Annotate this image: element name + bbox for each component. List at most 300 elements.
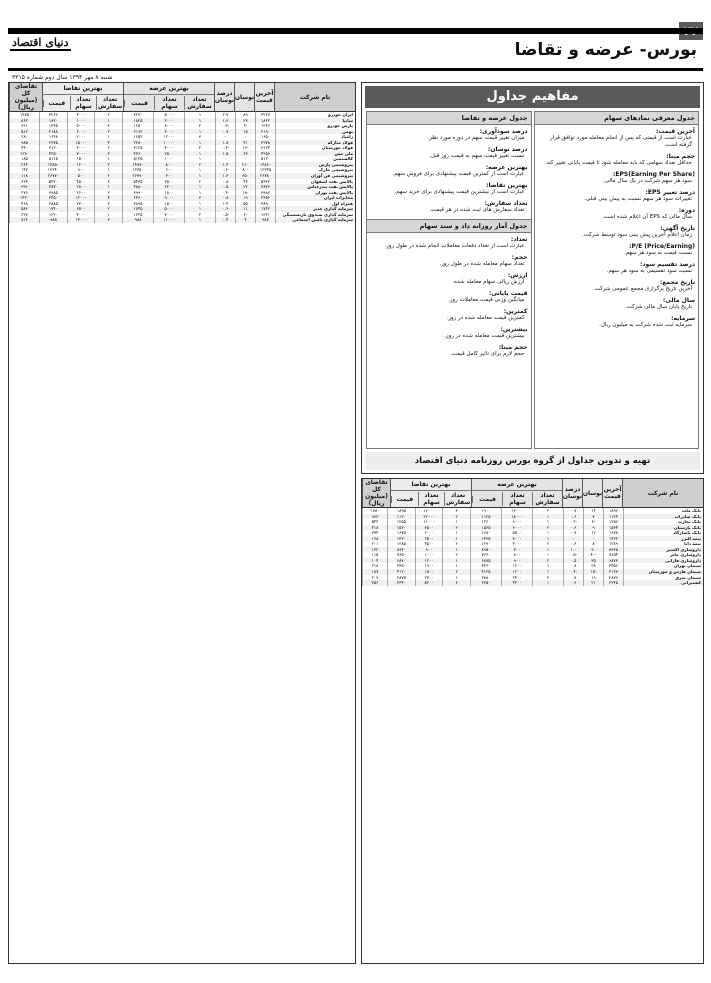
table-cell: ۹۸۵ [9, 140, 39, 146]
table-cell: ۲۶۴ [9, 162, 39, 168]
cell-company-name: داروسازی جابر [623, 552, 703, 558]
table-cell: ۲۰۱ [362, 541, 387, 547]
table-cell: ۲۱۰ [235, 162, 255, 168]
table-cell: ۸۹۴۰ [387, 547, 415, 553]
table-cell: ۰.۹ [563, 580, 583, 586]
table-cell: ۱۹ [583, 575, 603, 581]
table-cell: ۱۵۰۰ [153, 201, 184, 207]
table-cell: ۴۸۷۶ [255, 184, 275, 190]
table-cell: ۱۴۸۶۰ [255, 162, 275, 168]
cell-company-name: داروسازی اکسیر [623, 547, 703, 553]
table-cell: ۳۲۶۶ [39, 112, 67, 118]
table-cell: ۱ [532, 514, 563, 520]
table-cell: ۱ [184, 140, 215, 146]
table-cell: ۲ [94, 190, 122, 196]
concept-definition: آخرین تاریخ برگزاری مجمع عمومی شرکت. [593, 286, 692, 292]
table-cell: ۵۱۲ [9, 129, 39, 135]
table-cell: ۲۷۶ [9, 190, 39, 196]
table-cell: ۱۹۰۰ [470, 508, 501, 514]
table-cell: ۱۲۳۴۵ [255, 167, 275, 173]
cell-company-name: پالایش نفت بندرعباس [275, 184, 355, 190]
table-cell: ۱۳۲۱ [255, 212, 275, 218]
table-cell: ۹۰۰ [67, 167, 95, 173]
table-cell: ۱۴۳۰ [387, 536, 415, 542]
table-cell: ۱۲۳۰ [9, 151, 39, 157]
table-cell: -۱۸ [235, 190, 255, 196]
table-cell: ۵۰۰ [67, 173, 95, 179]
table-cell: ۱۴۳۵ [470, 536, 501, 542]
table-cell: ۳۸۹۵ [122, 201, 153, 207]
cell-company-name: زامیاد [275, 134, 355, 140]
table-cell: ۰.۵ [563, 558, 583, 564]
table-cell: ۲ [532, 525, 563, 531]
section-headline: بورس- عرضه و تقاضا [514, 40, 697, 60]
table-cell: ۸۰۰۰ [153, 123, 184, 129]
concept-term: درصد نوسان: [487, 146, 528, 153]
table-cell: -۰.۶ [215, 167, 235, 173]
table-cell: ۲ [442, 541, 470, 547]
table-cell: ۳ [442, 580, 470, 586]
concept-definition: عبارت است از قیمتی که پس از انجام معامله مورد توافق قرار گرفته است. [550, 135, 692, 148]
table-cell: ۵۲۰۰ [415, 580, 443, 586]
table-cell: ۳۴۶۰ [470, 563, 501, 569]
table-cell: ۱ [532, 569, 563, 575]
table-cell: ۲۳۴۵ [603, 580, 623, 586]
table-cell: ۲ [184, 123, 215, 129]
table-cell: ۱.۰ [563, 547, 583, 553]
cell-company-name: بانک پاسارگاد [623, 530, 703, 536]
table-cell: ۲۳۵۰ [470, 580, 501, 586]
table-cell: ۳۵۰ [235, 173, 255, 179]
table-cell: ۲۳۷۸ [255, 140, 275, 146]
table-cell: ۱۶۵۰ [255, 134, 275, 140]
table-cell: ۱۵ [235, 129, 255, 135]
table-cell: ۲۲۷ [9, 212, 39, 218]
table-cell: ۱۲۳۵۰ [122, 167, 153, 173]
concept-definition: سال مالی که EPS آن اعلام شده است. [601, 214, 692, 220]
table-cell: ۹۰۰ [415, 547, 443, 553]
concept-term: درصد تغییر EPS: [645, 189, 695, 196]
table-cell: ۴۴ [235, 179, 255, 185]
table-cell: ۳ [94, 179, 122, 185]
table-cell: ۴۸۸۰ [122, 184, 153, 190]
table-cell: ۱ [184, 184, 215, 190]
table-cell: ۱ [442, 547, 470, 553]
table-cell: ۲ [94, 206, 122, 212]
cell-company-name: سیمان شرق [623, 575, 703, 581]
table-cell: ۳ [94, 217, 122, 223]
table-cell: ۱ [184, 151, 215, 157]
table-cell: ۲۶۷۷۰ [39, 173, 67, 179]
concept-term: حجم: [511, 254, 528, 261]
table-cell: ۱۳۲۰ [39, 212, 67, 218]
table-cell: ۰ [235, 134, 255, 140]
table-cell: ۲۶۷۹۰ [122, 173, 153, 179]
table-cell: ۸۹ [235, 112, 255, 118]
table-cell: ۱.۳ [215, 118, 235, 124]
cell-company-name: بانک ملت [623, 508, 703, 514]
table-cell: ۱۱۲۰ [387, 514, 415, 520]
cell-company-name: پالایش نفت تهران [275, 190, 355, 196]
concept-definition: عبارت است از بیشترین قیمت پیشنهادی برای خرید سهم. [394, 189, 525, 195]
table-cell: ۱۵۳۰ [387, 525, 415, 531]
concept-definition: کمترین قیمت معامله شده در روز. [446, 315, 525, 321]
table-cell: ۱۴۸۷۰ [122, 162, 153, 168]
table-cell: ۱ [184, 112, 215, 118]
concepts-box [361, 82, 704, 474]
concept-definition: میانگین وزنی قیمت معاملات روز. [448, 297, 525, 303]
table-cell: ۲۸۷۶ [603, 575, 623, 581]
table-cell: ۸۰۰ [153, 162, 184, 168]
table-cell: ۱۷۴۲ [255, 206, 275, 212]
table-cell: ۵۱۱۵ [39, 156, 67, 162]
table-cell: ۱۸۹۶ [603, 508, 623, 514]
table-cell: ۴۴۰۰ [501, 580, 532, 586]
table-cell: ۱۰۰۰۰ [153, 140, 184, 146]
table-cell: ۱۶۷۵ [387, 530, 415, 536]
table-cell: ۰ [215, 134, 235, 140]
table-cell: ۳۹۹۰ [122, 190, 153, 196]
table-cell: ۲۸۷۵ [387, 575, 415, 581]
table-cell: ۳۲۷۰ [122, 112, 153, 118]
table-cell: ۰.۶ [563, 514, 583, 520]
table-cell: -۰.۴ [563, 569, 583, 575]
table-cell: ۲ [94, 145, 122, 151]
table-cell: ۳۴۵۰ [387, 563, 415, 569]
table-cell: ۲۷۰۰ [415, 575, 443, 581]
concept-definition: سرمایه ثبت شده شرکت به میلیون ریال. [599, 322, 692, 328]
table-cell: ۱۷۸۰ [362, 508, 387, 514]
table-cell: ۲ [442, 514, 470, 520]
table-cell: ۹۸۷ [255, 217, 275, 223]
table-cell: ۱ [532, 563, 563, 569]
table-cell: ۱۲۸۹ [603, 541, 623, 547]
table-cell: ۱۲۴۶ [255, 123, 275, 129]
concept-term: قیمت پایانی: [488, 290, 528, 297]
table-cell: ۷۰۰۰ [153, 212, 184, 218]
table-cell: ۲۳۴۰ [387, 580, 415, 586]
table-cell: ۴۲۵۰ [39, 151, 67, 157]
concept-definition: زمان اعلام آخرین پیش بینی سود توسط شرکت. [582, 232, 692, 238]
table-cell: ۳ [94, 123, 122, 129]
concepts-title: مفاهیم جداول [365, 86, 700, 108]
table-cell: ۲۸ [583, 563, 603, 569]
cell-company-name: بانک پارسیان [623, 525, 703, 531]
concept-term: تعداد سفارش: [484, 200, 528, 207]
table-cell: ۱۰۰۰ [67, 118, 95, 124]
cell-company-name: پالایش نفت اصفهان [275, 179, 355, 185]
table-cell: -۳ [583, 519, 603, 525]
table-cell: -۰.۵ [563, 552, 583, 558]
table-cell: ۱۵۳۵ [470, 525, 501, 531]
table-cell: ۱.۴ [215, 162, 235, 168]
table-cell: ۱۶۷۸ [603, 530, 623, 536]
header-last-price: آخرین قیمت [254, 83, 274, 111]
table-cell: ۴۱۲۵ [470, 569, 501, 575]
table-row [362, 580, 703, 586]
table-cell: ۱ [184, 173, 215, 179]
table-cell: ۵۰۰۰ [153, 112, 184, 118]
header-change-pct: درصد نوسان [562, 479, 582, 507]
table-cell: -۰.۴ [215, 190, 235, 196]
cell-company-name: فولاد مبارکه [275, 140, 355, 146]
table-cell: -۸۰ [235, 167, 255, 173]
table-cell: ۱۴۲ [9, 167, 39, 173]
table-cell: ۱.۸ [215, 140, 235, 146]
table-cell: ۲ [94, 162, 122, 168]
table-cell: ۷۶۶۰ [470, 552, 501, 558]
table-cell: ۲ [442, 525, 470, 531]
table-cell: ۳۲۱ [9, 123, 39, 129]
concept-definition: نسبت سود تقسیمی به سود هر سهم. [606, 268, 692, 274]
table-cell: ۱۱ [235, 206, 255, 212]
table-cell: ۹۶۳ [362, 514, 387, 520]
table-cell: ۰ [583, 536, 603, 542]
table-cell: ۶۰۰۰ [415, 530, 443, 536]
table-cell: ۱۵۳۴ [603, 525, 623, 531]
table-cell: ۲۰۰۰ [153, 118, 184, 124]
table-cell: ۲۳ [235, 118, 255, 124]
table-cell: ۳ [184, 134, 215, 140]
concept-term: ارزش: [507, 272, 528, 279]
table-cell: ۲۵۰۰ [415, 536, 443, 542]
table-cell: ۱۲۳۴۰ [39, 167, 67, 173]
table-cell: ۱۶۸۰ [470, 530, 501, 536]
table-cell: ۰.۸ [215, 195, 235, 201]
table-cell: ۴۰۰۰ [67, 212, 95, 218]
concepts-footer: تهیه و تدوین جداول از گروه بورس روزنامه دنیای اقتصاد [365, 452, 700, 470]
table-cell: ۱ [94, 212, 122, 218]
table-cell: ۱ [442, 563, 470, 569]
concept-term: تاریخ آگهی: [660, 225, 695, 232]
concept-term: درصد تقسیم سود: [640, 261, 695, 268]
table-cell: ۴۵۰۰ [415, 541, 443, 547]
table-cell: ۱۶۰۰ [501, 563, 532, 569]
table-cell: ۹۰۰۰ [501, 519, 532, 525]
table-cell: ۵۵ [235, 201, 255, 207]
concept-definition: بیشترین قیمت معامله شده در روز. [444, 333, 525, 339]
cell-company-name: داروسازی فارابی [623, 558, 703, 564]
concept-definition: عبارت است از کمترین قیمت پیشنهادی برای فروش سهم. [392, 171, 525, 177]
table-cell: ۲۳۷۵ [39, 140, 67, 146]
table-cell: -۱۵ [583, 569, 603, 575]
table-cell: ۴ [94, 195, 122, 201]
table-cell: ۹۰۰ [501, 558, 532, 564]
table-cell: ۱ [442, 558, 470, 564]
table-cell: ۱ [184, 129, 215, 135]
concept-term: درصد سودآوری: [479, 128, 528, 135]
table-cell: ۴۲۵۶ [255, 151, 275, 157]
table-cell: ۳۱۲۵ [122, 145, 153, 151]
concept-definition: حجم لازم برای تاثیر کامل قیمت. [450, 351, 525, 357]
table-cell: ۸۰۰ [501, 552, 532, 558]
table-cell: ۴۲۶۰ [122, 151, 153, 157]
table-cell: ۲ [184, 162, 215, 168]
table-cell: ۱۴۳۲ [603, 536, 623, 542]
table-cell: ۳ [442, 508, 470, 514]
concept-term: بهترین تقاضا: [486, 182, 528, 189]
table-cell: ۰.۶ [563, 541, 583, 547]
concept-term: دوره: [678, 207, 695, 214]
concept-definition: تعداد سفارش های ثبت شده در هر قیمت. [429, 207, 525, 213]
table-cell: ۳۴۵۶ [603, 563, 623, 569]
table-cell: ۴۰۰۰ [67, 112, 95, 118]
table-cell: ۱۸۲۰ [39, 118, 67, 124]
table-cell: ۷۶۵۴ [603, 552, 623, 558]
table-cell: ۱۹۰۰ [415, 563, 443, 569]
table-cell: ۴۱ [235, 140, 255, 146]
table-cell: ۱۸۷ [362, 569, 387, 575]
table-body [9, 112, 355, 223]
table-cell: ۱۱۵ [362, 552, 387, 558]
table-cell: ۰.۷ [563, 575, 583, 581]
table-cell: ۵۴۳۲ [255, 179, 275, 185]
table-cell: ۸۶۲ [9, 118, 39, 124]
cell-company-name: بانک صادرات [623, 514, 703, 520]
table-cell: ۳۸۸۵ [39, 201, 67, 207]
cell-company-name: کشتیرانی [623, 580, 703, 586]
table-cell: ۶۰۰۰ [67, 129, 95, 135]
cell-company-name: مخابرات ایران [275, 195, 355, 201]
table-cell: ۱۲۹۰ [470, 541, 501, 547]
cell-company-name: سایپا [275, 118, 355, 124]
concept-term: (Price/Earning) P/E: [629, 243, 695, 250]
cell-company-name: فولاد خوزستان [275, 145, 355, 151]
table-cell: ۱۴۲۰ [9, 195, 39, 201]
table-cell: ۱۲۵۵ [387, 519, 415, 525]
table-cell: ۱۲۴۵ [39, 123, 67, 129]
header-best-demand: بهترین تقاضا تعداد سفارش تعداد سهام قیمت [390, 479, 471, 507]
table-cell: ۴۱۲۰ [387, 569, 415, 575]
top-rule [8, 28, 703, 34]
table-cell: ۲۴۵۶ [255, 195, 275, 201]
cell-company-name: سیمان فارس و خوزستان [623, 569, 703, 575]
table-cell: -۱۲ [235, 145, 255, 151]
header-last-price: آخرین قیمت [602, 479, 622, 507]
cell-company-name: بیمه دانا [623, 541, 703, 547]
table-cell: ۰.۸ [215, 179, 235, 185]
table-cell: ۶۸۷۵ [470, 558, 501, 564]
concept-definition: سود هر سهم شرکت در یک سال مالی. [602, 178, 692, 184]
cell-company-name: بهمن [275, 129, 355, 135]
table-cell: ۱۸۵ [9, 156, 39, 162]
table-cell: ۹۸۵ [39, 217, 67, 223]
table-cell: ۳۰۰ [153, 173, 184, 179]
concepts-column-header: جدول عرضه و تقاضا [367, 112, 531, 125]
header-company-name: نام شرکت [274, 83, 355, 111]
table-cell: ۳۸۹۰ [255, 201, 275, 207]
table-cell: ۸ [583, 541, 603, 547]
table-cell: ۱ [532, 580, 563, 586]
table-cell: ۲۶۰۰ [67, 190, 95, 196]
table-cell: ۲۵۰۰ [153, 151, 184, 157]
table-cell: ۲۲ [235, 184, 255, 190]
concept-definition: تاریخ پایان سال مالی شرکت. [625, 304, 692, 310]
table-cell: ۱۴۰۰۰ [67, 217, 95, 223]
table-cell: ۱۲۰۰ [501, 569, 532, 575]
table-cell: ۱ [442, 519, 470, 525]
table-cell: ۸۱۲ [9, 217, 39, 223]
table-cell: ۸۹۴۵ [603, 547, 623, 553]
table-cell: -۶ [235, 212, 255, 218]
concepts-column-supply-demand [366, 111, 532, 449]
table-cell: ۰.۷ [563, 530, 583, 536]
table-cell: ۲۱۹۰ [255, 129, 275, 135]
table-cell: ۱۸۰۰ [153, 190, 184, 196]
table-cell: ۱ [532, 530, 563, 536]
concept-term: بهترین عرضه: [485, 164, 528, 171]
table-cell: ۲۳۸۰ [122, 140, 153, 146]
table-cell: ۱۲۰۰ [415, 558, 443, 564]
cell-company-name: سیمان تهران [623, 563, 703, 569]
table-cell: ۲۳۰۰ [67, 201, 95, 207]
supply-demand-table-left [8, 82, 356, 964]
header-rule [8, 68, 703, 71]
table-cell: ۰.۶ [563, 525, 583, 531]
table-cell: ۳۲۶۷ [255, 112, 275, 118]
table-cell: ۱۰۰۰ [415, 552, 443, 558]
header-best-demand: بهترین تقاضا تعداد سفارش تعداد سهام قیمت [42, 83, 123, 111]
table-cell: ۱ [184, 190, 215, 196]
table-cell: -۰.۵ [215, 212, 235, 218]
table-cell: ۲.۷ [215, 112, 235, 118]
table-cell: ۱۹ [235, 195, 255, 201]
table-cell: ۴ [235, 217, 255, 223]
cell-company-name: بیمه البرز [623, 536, 703, 542]
table-cell: ۱۲۶۰ [470, 519, 501, 525]
table-cell: ۱ [532, 519, 563, 525]
table-cell: ۲ [532, 558, 563, 564]
table-cell: ۹۸۸ [122, 217, 153, 223]
concept-term: بیشترین: [500, 326, 528, 333]
table-cell: ۱ [94, 156, 122, 162]
table-cell: ۲۴۶۰ [122, 195, 153, 201]
table-cell: ۳۱۲۰ [39, 145, 67, 151]
table-cell: ۷۰۰ [501, 547, 532, 553]
table-cell: ۳ [184, 195, 215, 201]
table-cell: ۱۵۰۰ [415, 569, 443, 575]
table-cell: ۱ [532, 547, 563, 553]
table-cell: ۲ [94, 173, 122, 179]
table-cell: ۲۱ [583, 580, 603, 586]
table-cell: ۱۸۰۰۰ [501, 514, 532, 520]
table-cell: ۹۰ [583, 547, 603, 553]
table-cell: ۳۹۸۷ [255, 190, 275, 196]
table-cell: ۶۰۰۰ [501, 525, 532, 531]
concept-definition: ارزش ریالی سهام معامله شده. [452, 279, 525, 285]
cell-company-name: سرمایه گذاری تامین اجتماعی [275, 217, 355, 223]
table-cell: ۶۳ [235, 151, 255, 157]
table-cell: ۱۰۴ [362, 558, 387, 564]
concept-term: تاریخ مجمع: [659, 279, 695, 286]
concept-definition: میزان تغییر قیمت سهم در دوره مورد نظر. [427, 135, 525, 141]
table-cell: ۲ [94, 129, 122, 135]
table-cell: ۱ [442, 530, 470, 536]
table-cell: ۳۵ [583, 558, 603, 564]
table-cell: ۱۱۰۰۰ [153, 217, 184, 223]
table-cell: ۱۴۷۵ [9, 112, 39, 118]
cell-company-name: سرمایه گذاری صندوق بازنشستگی [275, 212, 355, 218]
concept-term: سال مالی: [662, 297, 695, 304]
table-row [9, 217, 355, 223]
table-cell: ۱ [94, 184, 122, 190]
table-cell: ۳۰۰۰ [501, 536, 532, 542]
header-change: نوسان [234, 83, 254, 111]
table-cell: ۱ [184, 206, 215, 212]
table-cell: ۱۷۴۰ [39, 206, 67, 212]
concepts-column-header: جدول آمار روزانه داد و ستد سهام [367, 219, 531, 233]
table-cell: ۴۰۰۰ [501, 541, 532, 547]
